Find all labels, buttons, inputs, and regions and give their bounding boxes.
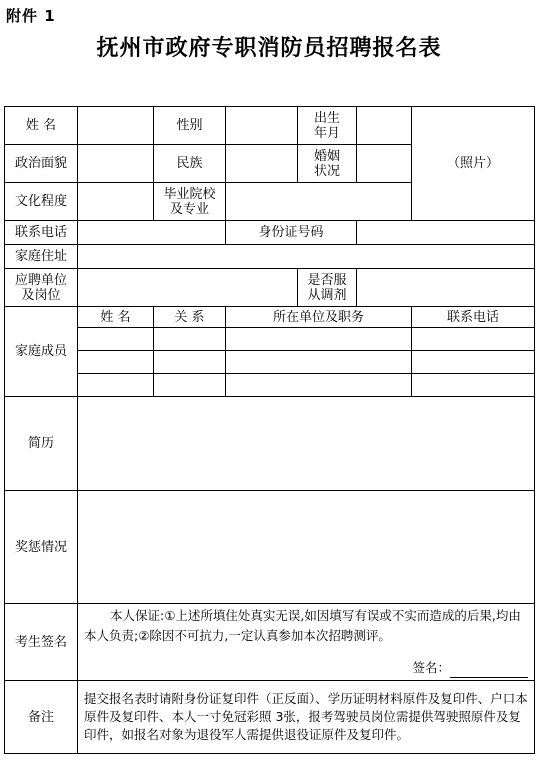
label-school-line1: 毕业院校 xyxy=(163,186,216,202)
family-col-work-text: 所在单位及职务 xyxy=(272,309,364,325)
label-gender xyxy=(154,107,226,145)
form-title: 抚州市政府专职消防员招聘报名表 xyxy=(96,35,442,61)
family-row-3-phone[interactable] xyxy=(412,374,535,397)
field-gender[interactable] xyxy=(226,107,298,145)
label-marital xyxy=(298,145,357,183)
family-col-phone-text: 联系电话 xyxy=(447,309,500,325)
family-row-3-name[interactable] xyxy=(78,374,154,397)
field-marital[interactable] xyxy=(357,145,412,183)
label-phone-text: 联系电话 xyxy=(14,225,67,240)
family-col-name xyxy=(78,307,154,328)
signature-line xyxy=(450,665,528,678)
label-marital-line1: 婚姻 xyxy=(313,148,340,164)
photo-box[interactable] xyxy=(412,107,535,221)
label-id-number xyxy=(226,221,357,245)
label-phone xyxy=(5,221,78,245)
signature-label: 签名： xyxy=(412,660,451,675)
label-obey-transfer xyxy=(298,269,357,307)
field-resume[interactable] xyxy=(78,397,535,491)
family-row-1-relation[interactable] xyxy=(154,328,226,351)
family-col-name-text: 姓 名 xyxy=(100,309,131,325)
label-political xyxy=(5,145,78,183)
field-address[interactable] xyxy=(78,245,535,269)
label-birth xyxy=(298,107,357,145)
family-col-work xyxy=(226,307,412,328)
field-id-number[interactable] xyxy=(357,221,535,245)
photo-label: （照片） xyxy=(447,156,500,171)
family-row-2-name[interactable] xyxy=(78,351,154,374)
pledge-text: 本人保证:①上述所填住处真实无误,如因填写有误或不实而造成的后果,均由本人负责;②除因不可抗力,一定认真参加本次招聘测评。 xyxy=(84,608,521,643)
label-remarks-text: 备注 xyxy=(27,709,54,725)
field-political[interactable] xyxy=(78,145,154,183)
label-gender-text: 性别 xyxy=(176,118,203,133)
attachment-label: 附件 1 xyxy=(6,7,56,25)
field-education[interactable] xyxy=(78,183,154,221)
family-row-3-work[interactable] xyxy=(226,374,412,397)
label-family-text: 家庭成员 xyxy=(14,344,67,359)
label-address-text: 家庭住址 xyxy=(14,249,67,264)
family-row-1-name[interactable] xyxy=(78,328,154,351)
family-row-2-relation[interactable] xyxy=(154,351,226,374)
label-obey-line2: 从调剂 xyxy=(307,287,347,303)
label-birth-line1: 出生 xyxy=(313,110,340,126)
label-signature-text: 考生签名 xyxy=(14,634,67,650)
label-political-text: 政治面貌 xyxy=(14,156,67,171)
label-ethnicity-text: 民族 xyxy=(176,156,203,171)
remarks-text: 提交报名表时请附身份证复印件（正反面）、学历证明材料原件及复印件、户口本原件及复印件、本人一寸免冠彩照 3张，报考驾驶员岗位需提供驾驶照原件及复印件，如报名对象为退役军人需提供退役证原件及复印件。 xyxy=(78,681,535,754)
label-name-text: 姓 名 xyxy=(25,118,57,133)
family-row-2-phone[interactable] xyxy=(412,351,535,374)
family-col-relation xyxy=(154,307,226,328)
label-marital-line2: 状况 xyxy=(313,163,340,179)
pledge-cell[interactable] xyxy=(78,604,535,681)
field-birth[interactable] xyxy=(357,107,412,145)
label-family xyxy=(5,307,78,397)
label-school xyxy=(154,183,226,221)
label-applied-line2: 及岗位 xyxy=(21,287,61,303)
label-remarks xyxy=(5,681,78,754)
family-row-1-work[interactable] xyxy=(226,328,412,351)
family-col-relation-text: 关 系 xyxy=(174,309,205,325)
label-ethnicity xyxy=(154,145,226,183)
family-row-2-work[interactable] xyxy=(226,351,412,374)
label-rewards xyxy=(5,491,78,604)
registration-form xyxy=(4,106,535,754)
field-school[interactable] xyxy=(226,183,412,221)
field-obey-transfer[interactable] xyxy=(357,269,535,307)
label-education-text: 文化程度 xyxy=(14,194,67,209)
family-col-phone xyxy=(412,307,535,328)
label-birth-line2: 年月 xyxy=(313,125,340,141)
label-resume xyxy=(5,397,78,491)
field-phone[interactable] xyxy=(78,221,226,245)
label-obey-line1: 是否服 xyxy=(307,272,347,288)
label-address xyxy=(5,245,78,269)
label-school-line2: 及专业 xyxy=(169,201,209,217)
field-name[interactable] xyxy=(78,107,154,145)
family-row-1-phone[interactable] xyxy=(412,328,535,351)
field-rewards[interactable] xyxy=(78,491,535,604)
label-rewards-text: 奖惩情况 xyxy=(14,539,67,555)
label-id-number-text: 身份证号码 xyxy=(258,225,324,240)
label-resume-text: 简历 xyxy=(27,436,54,451)
label-education xyxy=(5,183,78,221)
field-ethnicity[interactable] xyxy=(226,145,298,183)
label-applied-line1: 应聘单位 xyxy=(14,272,67,288)
signature-area[interactable] xyxy=(413,658,529,678)
family-row-3-relation[interactable] xyxy=(154,374,226,397)
label-signature xyxy=(5,604,78,681)
label-applied-post xyxy=(5,269,78,307)
label-name xyxy=(5,107,78,145)
field-applied-post[interactable] xyxy=(78,269,298,307)
